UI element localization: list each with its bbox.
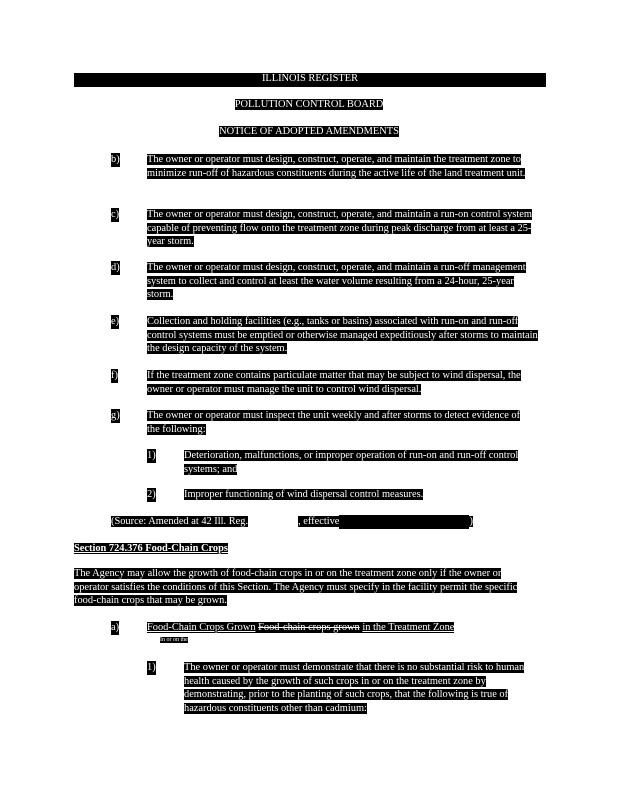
item-a-struck-text: Food-chain crops grown (258, 622, 360, 633)
item-c (147, 208, 533, 249)
item-a (147, 621, 517, 635)
subitem-1 (184, 449, 538, 476)
item-text: The owner or operator must design, construct, operate, and maintain a run-off management system to collect and control at least the water volume resulting from a 24-hour, 25-year storm. (147, 262, 526, 301)
section-heading (74, 542, 228, 556)
source-prefix: (Source: Amended at 42 Ill. Reg. (111, 516, 249, 527)
item-b (147, 153, 543, 180)
item-d (147, 261, 527, 302)
subitem-2 (184, 488, 484, 502)
source-line (111, 515, 521, 529)
item-f (147, 369, 541, 396)
item-label: f) (111, 370, 118, 381)
item-a-new-text: Food-Chain Crops Grown (147, 622, 256, 633)
notice-title: NOTICE OF ADOPTED AMENDMENTS (219, 126, 399, 137)
board-title: POLLUTION CONTROL BOARD (234, 99, 384, 110)
subitem-text: Improper functioning of wind dispersal control measures. (184, 489, 424, 500)
section-title: Section 724.376 Food-Chain Crops (74, 543, 228, 554)
board-title-row (0, 98, 618, 112)
item-text: The owner or operator must design, construct, operate, and maintain the treatment zone to minimize run-off of hazardous constituents during the active life of the land treatment unit. (147, 154, 526, 179)
item-label: e) (111, 316, 120, 327)
section-intro (74, 567, 534, 608)
register-title: ILLINOIS REGISTER (261, 73, 359, 84)
subitem-label: 2) (147, 489, 156, 500)
subitem-text: Deterioration, malfunctions, or improper operation of run-on and run-off control systems; and (184, 450, 519, 475)
item-label: c) (111, 209, 120, 220)
source-effective: , effective (298, 516, 340, 527)
register-header-bar (74, 73, 546, 87)
subitem-label: 1) (147, 662, 156, 673)
item-text: If the treatment zone contains particulate matter that may be subject to wind dispersal, the owner or operator must manage the unit to control wind dispersal. (147, 370, 521, 395)
item-a1 (184, 661, 542, 715)
item-label: b) (111, 154, 120, 165)
item-label: a) (111, 622, 120, 633)
item-text: Collection and holding facilities (e.g., tanks or basins) associated with run-on and run-off control systems must be emptied or otherwise managed expeditiously after storms to maintain the design capacity of the system. (147, 316, 538, 355)
item-text: The owner or operator must inspect the unit weekly and after storms to detect evidence of the following: (147, 410, 521, 435)
item-text: The owner or operator must design, construct, operate, and maintain a run-on control system capable of preventing flow onto the treatment zone during peak discharge from at least a 25-year storm. (147, 209, 532, 248)
item-a-small-note (160, 636, 188, 644)
source-close: ) (469, 516, 473, 527)
item-a-rest: in the Treatment Zone (362, 622, 455, 633)
item-a1-text: The owner or operator must demonstrate that there is no substantial risk to human health caused by the growth of such crops in or on the treatment zone by demonstrating, prior to the planting of such crops, that the following is true of hazardous constituents other than cadmium: (184, 662, 525, 714)
item-a-small-text: In or on the (160, 637, 188, 643)
subitem-label: 1) (147, 450, 156, 461)
item-g (147, 409, 531, 436)
item-e (147, 315, 547, 356)
intro-text: The Agency may allow the growth of food-chain crops in or on the treatment zone only if the owner or operator satisfies the conditions of this Section. The Agency must specify in the facility permit the specific food-chain crops that may be grown. (74, 568, 518, 607)
notice-title-row (0, 125, 618, 139)
item-label: g) (111, 410, 120, 421)
item-label: d) (111, 262, 120, 273)
